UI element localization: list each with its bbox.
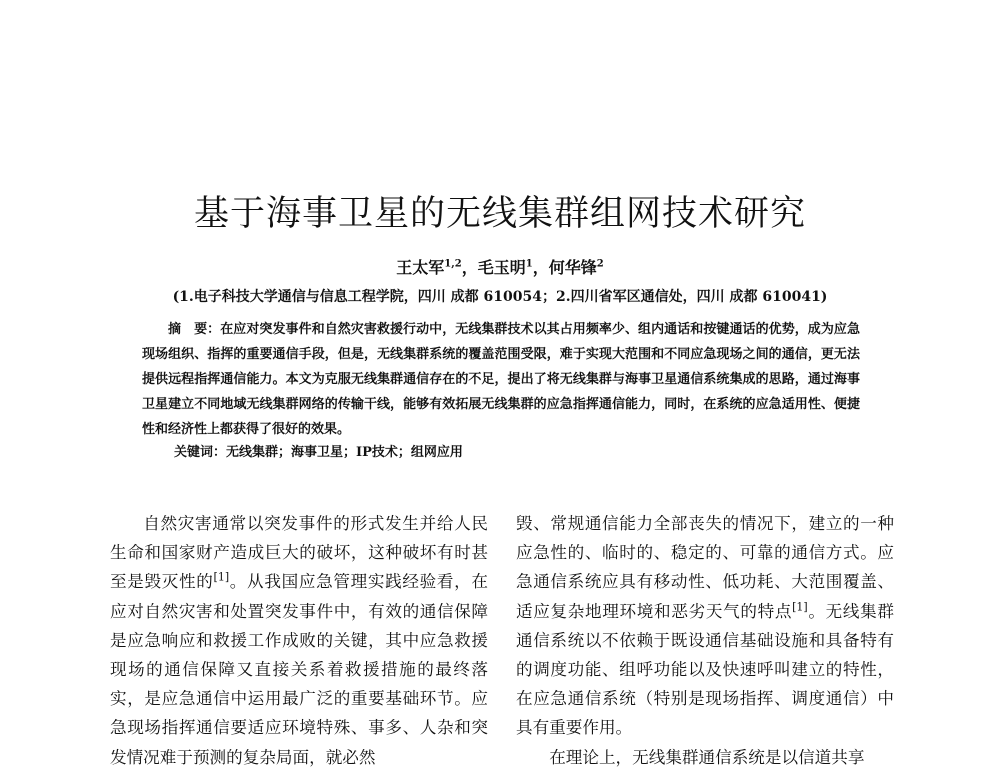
paper-title: 基于海事卫星的无线集群组网技术研究 bbox=[193, 194, 806, 234]
author-name: 王太军 bbox=[396, 258, 445, 277]
body-text: 。从我国应急管理实践经验看，在应对自然灾害和处置突发事件中，有效的通信保障是应急响应和救援工作成败的关键，其中应急救援现场的通信保障又直接关系着救援措施的最终落实，是应急通信中运用最广泛的重要基础环节。应急现场指挥通信要适应环境特殊、事多、人杂和突发情况难于预测的复杂局面，就必然 bbox=[110, 572, 489, 767]
body-paragraph bbox=[110, 509, 488, 772]
body-paragraph: 在理论上，无线集群通信系统是以信道共享 bbox=[549, 747, 865, 767]
body-column-left bbox=[110, 509, 488, 772]
abstract-text: 在应对突发事件和自然灾害救援行动中，无线集群技术以其占用频率少、组内通话和按键通话的优势，成为应急现场组织、指挥的重要通信手段，但是，无线集群系统的覆盖范围受限，难于实现大范围和不同应急现场之间的通信，更无法提供远程指挥通信能力。本文为克服无线集群通信存在的不足，提出了将无线集群与海事卫星通信系统集成的思路，通过海事卫星建立不同地域无线集群网络的传输干线，能够有效拓展无线集群的应急指挥通信能力，同时，在系统的应急适用性、便捷性和经济性上都获得了很好的效果。 bbox=[142, 322, 860, 437]
body-paragraph bbox=[516, 509, 894, 743]
body-text: 。无线集群通信系统以不依赖于既设通信基础设施和具备特有的调度功能、组呼功能以及快速呼叫建立的特性，在应急通信系统（特别是现场指挥、调度通信）中具有重要作用。 bbox=[516, 601, 895, 738]
author-list: 王太军$^{1,2}$，毛玉明$^1$，何华锋$^2$ bbox=[396, 258, 604, 277]
body-text: 自然灾害通常以突发事件的形式发生并给人民生命和国家财产造成巨大的破坏，这种破坏有时甚至是毁灭性的 bbox=[110, 514, 488, 592]
author-name: 毛玉明 bbox=[477, 258, 526, 277]
author-name: 何华锋 bbox=[548, 258, 597, 277]
author-affil-mark: 1 bbox=[525, 258, 533, 270]
keywords-label: 关键词： bbox=[174, 445, 227, 460]
author-affil-mark: 2 bbox=[596, 258, 604, 270]
abstract-label: 摘 要： bbox=[168, 322, 221, 337]
citation: [1] bbox=[792, 600, 808, 614]
keywords-text: 无线集群；海事卫星；IP技术；组网应用 bbox=[226, 445, 463, 460]
affiliation: (1.电子科技大学通信与信息工程学院，四川 成都 610054；2.四川省军区通信处，四川 成都 610041) bbox=[172, 289, 828, 305]
abstract bbox=[142, 317, 860, 442]
citation: [1] bbox=[213, 570, 230, 584]
body-column-right bbox=[516, 509, 894, 772]
body-text: 毁、常规通信能力全部丧失的情况下，建立的一种应急性的、临时的、稳定的、可靠的通信方式。应急通信系统应具有移动性、低功耗、大范围覆盖、适应复杂地理环境和恶劣天气的特点 bbox=[516, 514, 894, 621]
author-affil-mark: 1,2 bbox=[444, 258, 462, 270]
keywords bbox=[174, 441, 463, 460]
